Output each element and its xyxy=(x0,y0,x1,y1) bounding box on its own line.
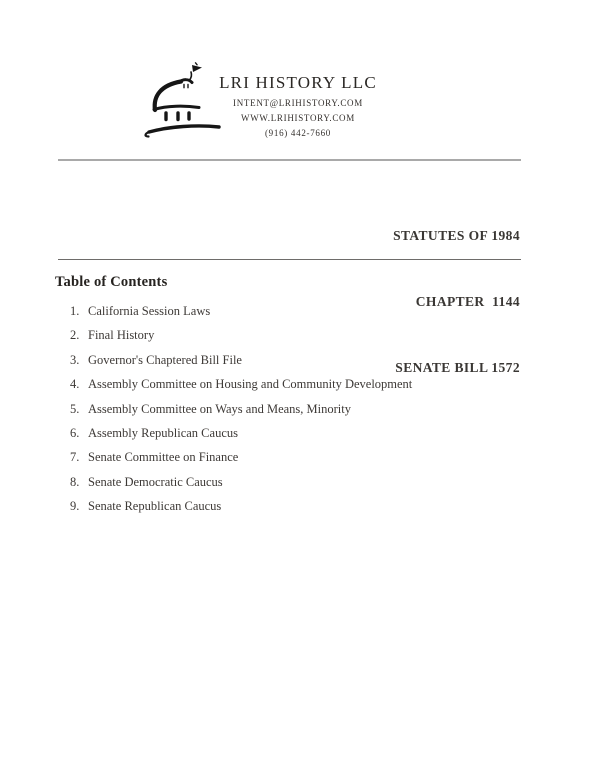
toc-item-label: Final History xyxy=(88,328,155,343)
chapter-line: CHAPTER 1144 xyxy=(415,294,520,309)
letterhead xyxy=(203,73,393,138)
toc-item-label: Assembly Republican Caucus xyxy=(88,425,238,440)
toc-list xyxy=(70,305,412,525)
toc-item xyxy=(70,500,412,513)
toc-item xyxy=(70,403,412,416)
toc-item-number: 3. xyxy=(70,352,80,367)
toc-item-number: 6. xyxy=(70,425,80,440)
toc-item xyxy=(70,329,412,342)
company-email: INTENT@LRIHISTORY.COM xyxy=(233,98,363,108)
toc-item-label: Assembly Committee on Ways and Means, Minority xyxy=(88,401,351,416)
toc-item-label: Senate Committee on Finance xyxy=(88,450,239,465)
toc-item-number: 1. xyxy=(70,304,80,318)
toc-item xyxy=(70,476,412,489)
toc-item xyxy=(70,451,412,464)
toc-item xyxy=(70,378,412,391)
company-phone: (916) 442-7660 xyxy=(264,128,332,138)
toc-item-label: Governor's Chaptered Bill File xyxy=(88,352,242,367)
toc-item xyxy=(70,354,412,367)
company-name: LRI HISTORY LLC xyxy=(219,73,377,92)
toc-item-number: 2. xyxy=(70,328,80,343)
toc-item xyxy=(70,427,412,440)
toc-title: Table of Contents xyxy=(55,274,168,290)
company-website: WWW.LRIHISTORY.COM xyxy=(241,113,355,123)
toc-item-number: 4. xyxy=(70,377,80,392)
toc-item-label: Assembly Committee on Housing and Community Development xyxy=(88,377,413,392)
toc-item-number: 9. xyxy=(70,499,80,514)
toc-item xyxy=(70,305,412,318)
toc-item-number: 5. xyxy=(70,401,80,416)
toc-item-label: Senate Republican Caucus xyxy=(88,499,222,514)
statutes-line: STATUTES OF 1984 xyxy=(393,228,520,243)
divider-top xyxy=(58,159,521,161)
toc-item-label: Senate Democratic Caucus xyxy=(88,474,223,489)
toc-item-number: 8. xyxy=(70,474,80,489)
divider-bottom xyxy=(58,259,521,260)
toc-item-number: 7. xyxy=(70,450,80,465)
toc-item-label: California Session Laws xyxy=(88,304,211,318)
senate-bill-line: SENATE BILL 1572 xyxy=(395,360,520,375)
